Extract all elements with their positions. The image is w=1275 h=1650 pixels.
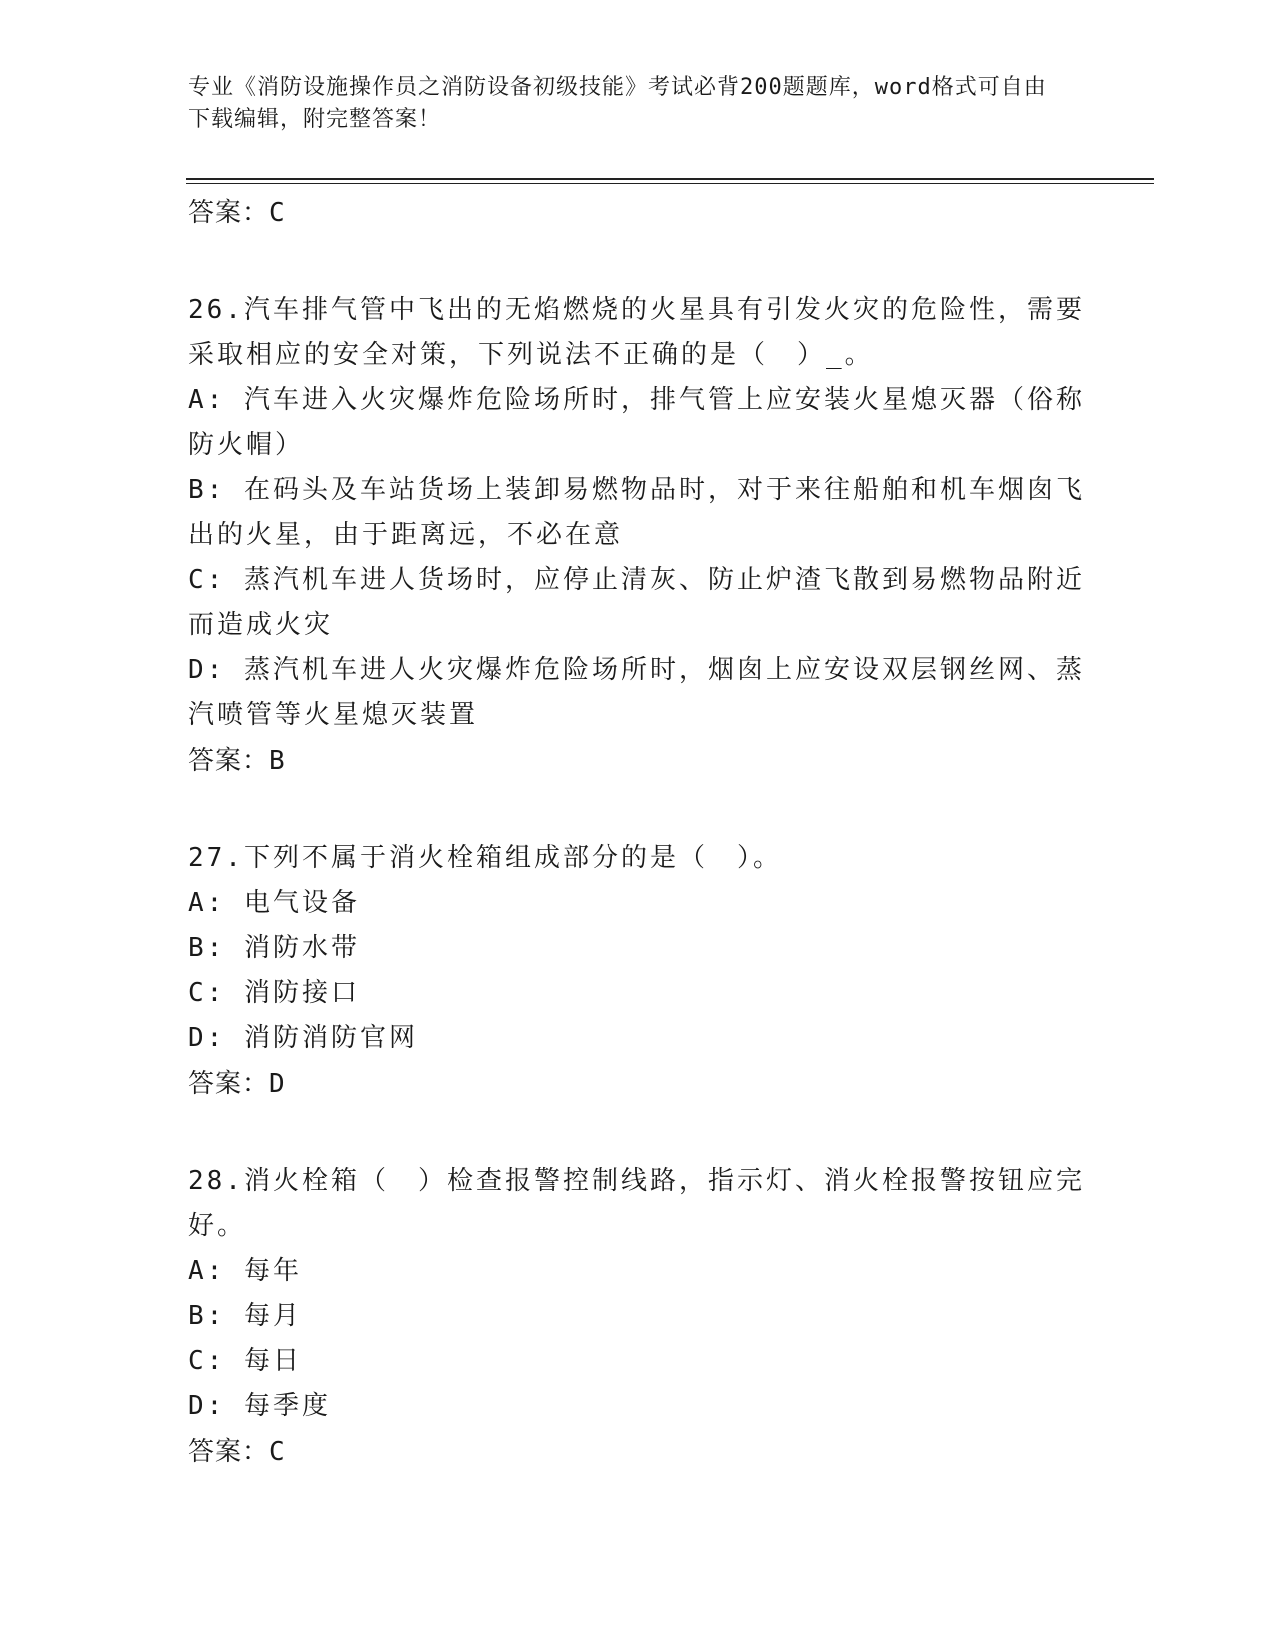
option-c: C: 每日 [188, 1346, 302, 1376]
option-b: B: 每月 [188, 1301, 302, 1331]
option-a: A: 汽车进入火灾爆炸危险场所时，排气管上应安装火星熄灭器（俗称防火帽） [188, 385, 1085, 460]
question-26 [188, 288, 1088, 784]
answer: 答案：C [188, 1437, 286, 1467]
option-a: A: 电气设备 [188, 888, 360, 918]
option-b: B: 消防水带 [188, 933, 360, 963]
answer: 答案：D [188, 1069, 286, 1099]
previous-answer: 答案：C [188, 198, 286, 228]
answer: 答案：B [188, 746, 286, 776]
header-rule-thick [186, 178, 1154, 180]
option-d: D: 蒸汽机车进人火灾爆炸危险场所时，烟囱上应安设双层钢丝网、蒸汽喷管等火星熄灭装置 [188, 655, 1085, 730]
question-stem: 26.汽车排气管中飞出的无焰燃烧的火星具有引发火灾的危险性，需要采取相应的安全对策，下列说法不正确的是（ ）_。 [188, 295, 1085, 370]
question-28 [188, 1159, 1088, 1475]
option-d: D: 消防消防官网 [188, 1023, 418, 1053]
page-header: 专业《消防设施操作员之消防设备初级技能》考试必背200题题库，word格式可自由下载编辑，附完整答案！ [188, 75, 1047, 132]
header-rule-thin [186, 183, 1154, 184]
question-stem: 28.消火栓箱（ ）检查报警控制线路，指示灯、消火栓报警按钮应完好。 [188, 1166, 1085, 1241]
option-a: A: 每年 [188, 1256, 302, 1286]
option-d: D: 每季度 [188, 1391, 331, 1421]
question-list [188, 190, 1088, 1475]
option-c: C: 消防接口 [188, 978, 360, 1008]
option-c: C: 蒸汽机车进人货场时，应停止清灰、防止炉渣飞散到易燃物品附近而造成火灾 [188, 565, 1085, 640]
question-stem: 27.下列不属于消火栓箱组成部分的是（ ）。 [188, 843, 782, 873]
question-27 [188, 836, 1088, 1107]
option-b: B: 在码头及车站货场上装卸易燃物品时，对于来往船舶和机车烟囱飞出的火星，由于距离远，不必在意 [188, 475, 1085, 550]
